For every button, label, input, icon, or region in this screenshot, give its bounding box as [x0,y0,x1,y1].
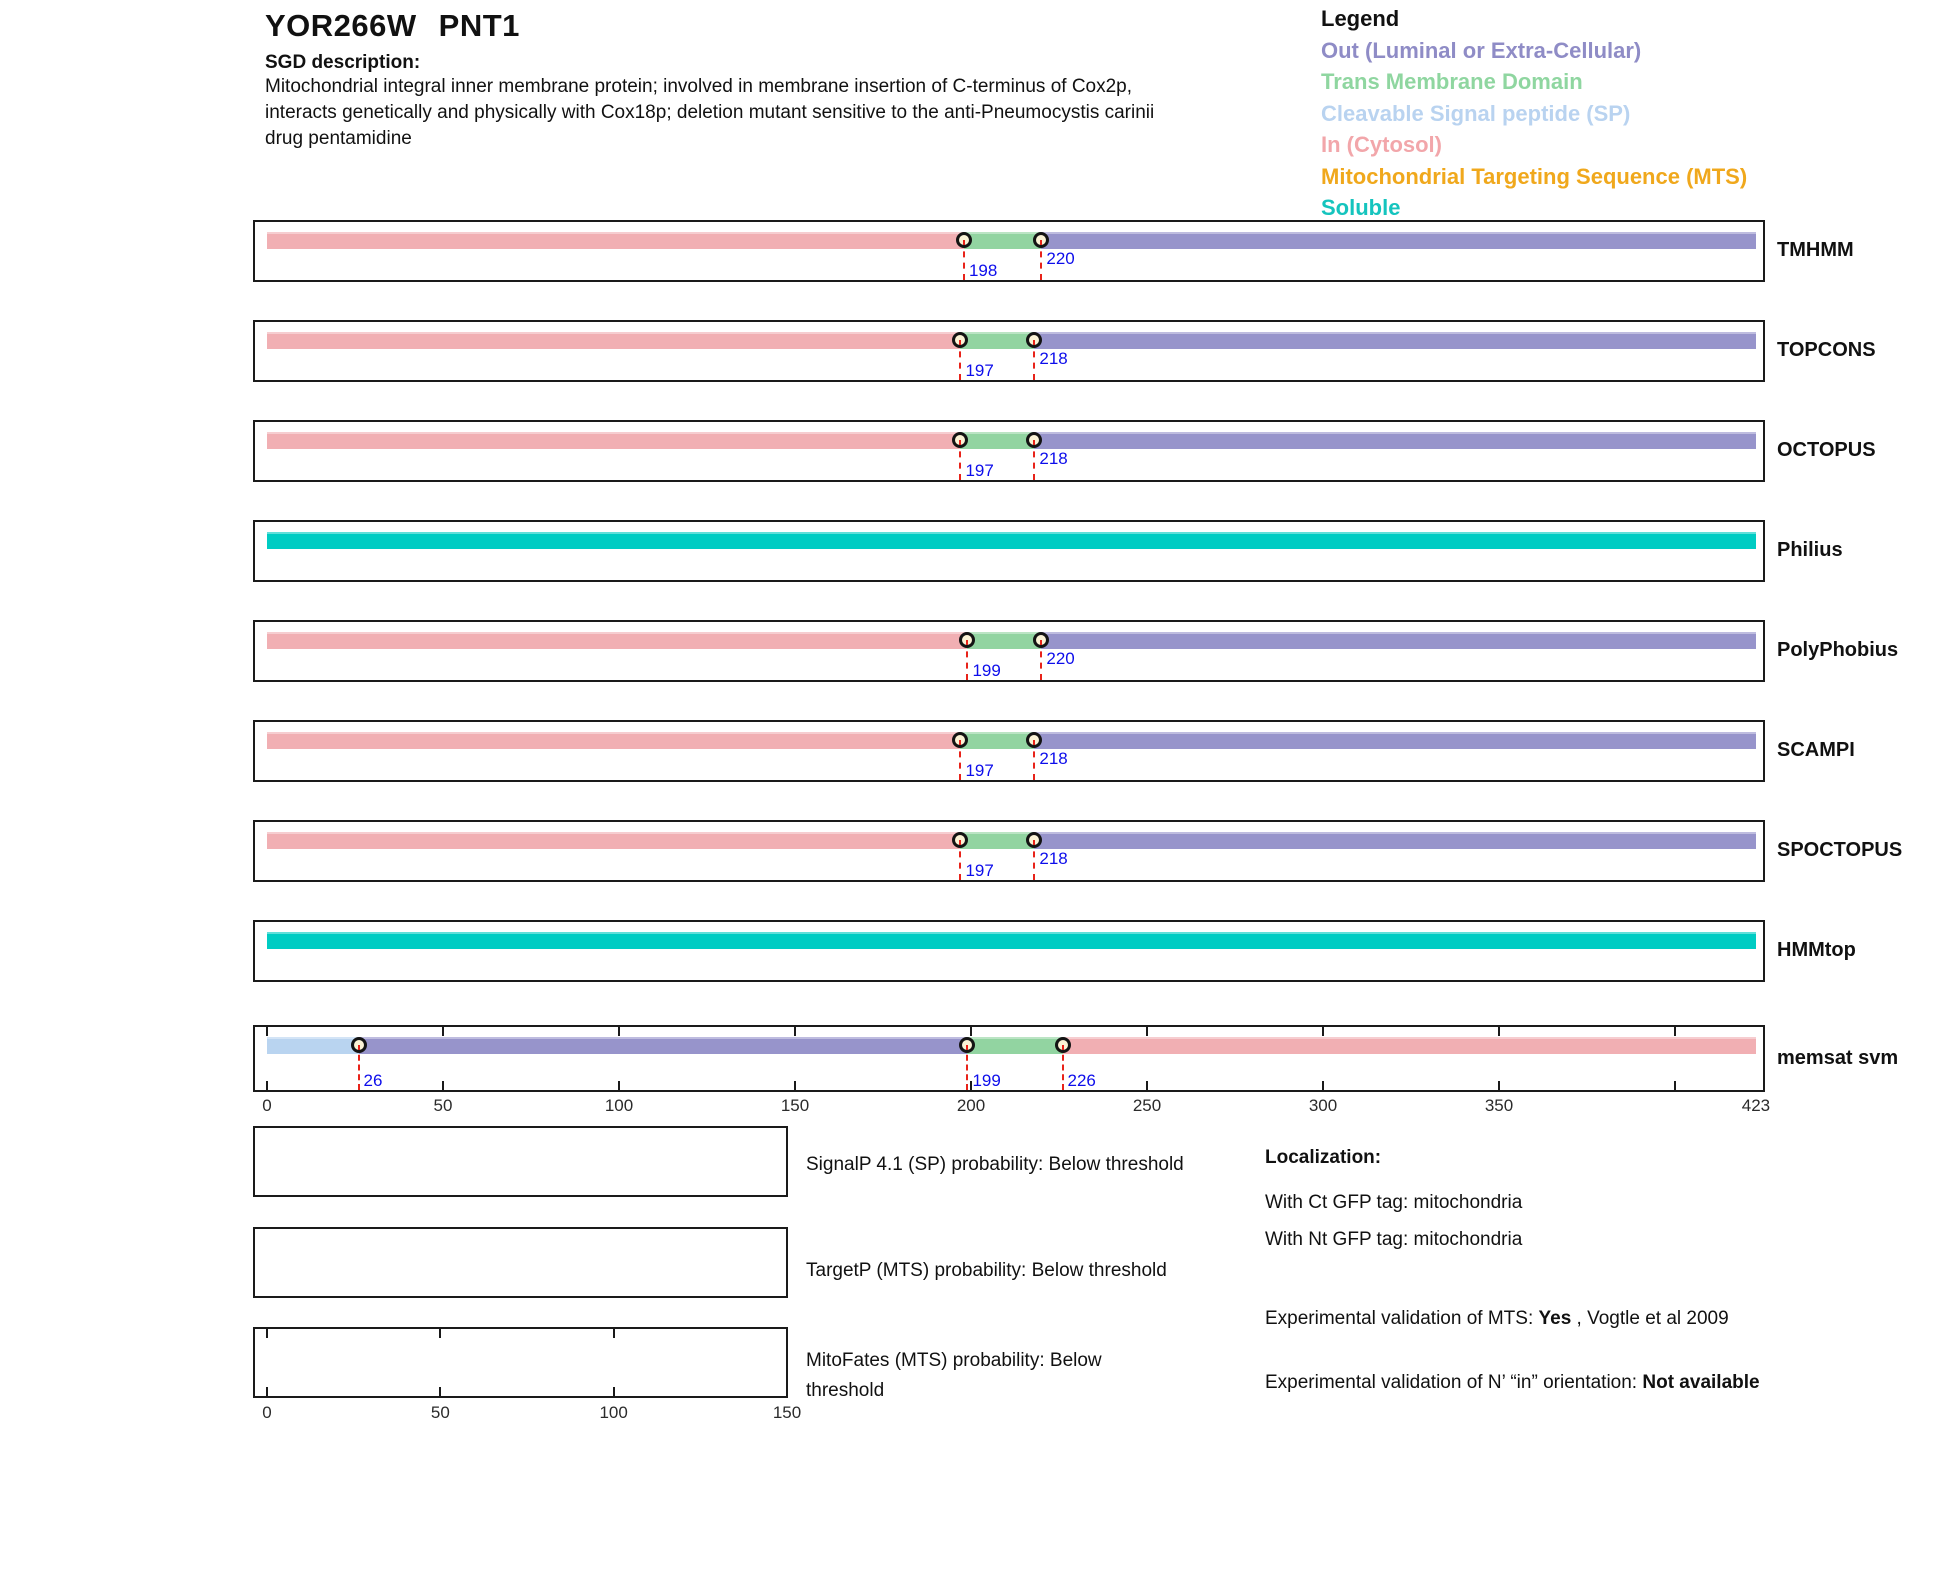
axis-tick-label-300: 300 [1308,1096,1338,1115]
plot-axis-label-150: 150 [772,1403,802,1422]
mts-validation-prefix: Experimental validation of MTS: [1265,1308,1539,1329]
track-label-octopus: OCTOPUS [1777,439,1876,461]
plot-axis-label-0: 0 [262,1403,272,1422]
track-row-hmmtop [253,920,1765,982]
mts-validation-reference: , Vogtle et al 2009 [1571,1308,1729,1329]
segment-out [1034,332,1756,349]
marker-position-label-26: 26 [363,1071,383,1090]
marker-position-label-220: 220 [1046,649,1075,668]
localization-line-2: With Nt GFP tag: mitochondria [1265,1229,1523,1250]
track-row-polyphobius [253,620,1765,682]
marker-center-dash-218 [1033,440,1035,445]
orientation-validation-result: Not available [1642,1372,1760,1393]
marker-position-label-199: 199 [972,1071,1001,1090]
mts-validation-result: Yes [1538,1308,1572,1329]
ruler-tick-top-100 [618,1027,620,1036]
ruler-tick-bottom-100 [618,1081,620,1090]
localization-title: Localization: [1265,1147,1382,1168]
segment-in [267,332,960,349]
track-label-spoctopus: SPOCTOPUS [1777,839,1903,861]
probability-plot-2 [253,1227,788,1298]
description-line-2: interacts genetically and physically with Cox18p; deletion mutant sensitive to the anti-Pneumocystis carinii [265,102,1155,123]
legend-item-soluble: Soluble [1321,195,1401,220]
localization-lines [1265,1184,1522,1258]
segment-tm [960,332,1034,349]
segment-tm [960,732,1034,749]
legend-item-mitochondrial-targeting-sequence-mts-: Mitochondrial Targeting Sequence (MTS) [1321,163,1748,189]
marker-position-label-218: 218 [1039,449,1068,468]
marker-position-label-198: 198 [968,261,998,280]
plot-tick-top-50 [439,1329,441,1338]
track-row-spoctopus [253,820,1765,882]
segment-out [1041,632,1756,649]
legend-item-trans-membrane-domain: Trans Membrane Domain [1321,69,1583,94]
marker-position-label-226: 226 [1067,1071,1096,1090]
ruler-tick-top-400 [1674,1027,1676,1036]
marker-center-dash-199 [966,1045,968,1050]
marker-position-label-197: 197 [965,761,994,780]
axis-tick-label-200: 200 [956,1096,986,1115]
ruler-tick-bottom-150 [794,1081,796,1090]
track-label-philius: Philius [1777,539,1843,561]
segment-tm [960,432,1034,449]
ruler-tick-top-250 [1146,1027,1148,1036]
description-line-1: Mitochondrial integral inner membrane protein; involved in membrane insertion of C-terminus of Cox2p, [265,76,1133,97]
probability-plot-1 [253,1126,788,1197]
track-label-memsat-svm: memsat svm [1777,1046,1899,1069]
probability-plot-3 [253,1327,788,1398]
segment-tm [960,832,1034,849]
segment-in [267,232,964,249]
segment-in [267,632,967,649]
segment-in [267,732,960,749]
segment-in [1063,1037,1756,1054]
segment-soluble [267,532,1756,549]
segment-out [1034,832,1756,849]
track-label-polyphobius: PolyPhobius [1777,639,1899,661]
marker-center-dash-198 [963,240,965,245]
track-row-philius [253,520,1765,582]
marker-position-label-197: 197 [965,861,994,880]
localization-line-1: With Ct GFP tag: mitochondria [1265,1192,1523,1213]
description-line-3: drug pentamidine [265,128,412,149]
legend-item-cleavable-signal-peptide-sp-: Cleavable Signal peptide (SP) [1321,100,1631,126]
gene-name: PNT1 [438,8,520,43]
marker-center-dash-26 [358,1045,360,1050]
signalp-plot-label: SignalP 4.1 (SP) probability: Below threshold [806,1154,1184,1175]
marker-center-dash-226 [1062,1045,1064,1050]
marker-center-dash-218 [1033,340,1035,345]
segment-tm [967,1037,1062,1054]
axis-tick-label-250: 250 [1132,1096,1162,1115]
track-row-scampi [253,720,1765,782]
track-label-hmmtop: HMMtop [1777,939,1856,961]
mitofates-plot-label: MitoFates (MTS) probability: Below threshold [806,1350,1102,1401]
marker-position-label-199: 199 [972,661,1001,680]
marker-center-dash-197 [959,740,961,745]
ruler-tick-bottom-50 [442,1081,444,1090]
marker-center-dash-220 [1040,240,1042,245]
orientation-validation-prefix: Experimental validation of N’ “in” orientation: [1265,1372,1643,1393]
legend-item-in-cytosol-: In (Cytosol) [1321,132,1442,157]
ruler-tick-top-50 [442,1027,444,1036]
marker-position-label-218: 218 [1039,349,1068,368]
ruler-tick-bottom-350 [1498,1081,1500,1090]
legend [1321,3,1747,224]
plot-tick-bottom-100 [613,1387,615,1396]
mts-validation-line [1265,1308,1885,1330]
axis-tick-label-50: 50 [433,1096,453,1115]
marker-center-dash-218 [1033,840,1035,845]
ruler-tick-top-300 [1322,1027,1324,1036]
track-row-octopus [253,420,1765,482]
sgd-description-text [265,74,1154,152]
track-row-topcons [253,320,1765,382]
axis-tick-label-350: 350 [1484,1096,1514,1115]
marker-center-dash-197 [959,840,961,845]
segment-out [359,1037,968,1054]
track-row-memsat-svm [253,1025,1765,1092]
segment-in [267,832,960,849]
ruler-tick-bottom-400 [1674,1081,1676,1090]
marker-center-dash-220 [1040,640,1042,645]
ruler-tick-bottom-250 [1146,1081,1148,1090]
track-label-topcons: TOPCONS [1777,339,1876,361]
ruler-tick-top-150 [794,1027,796,1036]
plot-tick-bottom-0 [266,1387,268,1396]
track-row-tmhmm [253,220,1765,282]
segment-out [1041,232,1756,249]
marker-position-label-197: 197 [965,361,994,380]
plot-axis-label-50: 50 [430,1403,450,1422]
orf-name: YOR266W [265,8,417,43]
marker-center-dash-197 [959,340,961,345]
marker-position-label-197: 197 [965,461,994,480]
segment-out [1034,732,1756,749]
segment-tm [967,632,1041,649]
ruler-tick-bottom-0 [266,1081,268,1090]
segment-tm [964,232,1041,249]
orientation-validation-line [1265,1366,1765,1399]
marker-center-dash-199 [966,640,968,645]
marker-position-label-220: 220 [1046,249,1075,268]
axis-tick-label-423: 423 [1741,1096,1771,1115]
segment-soluble [267,932,1756,949]
track-label-scampi: SCAMPI [1777,739,1855,761]
axis-tick-label-0: 0 [262,1096,272,1115]
segment-out [1034,432,1756,449]
axis-tick-label-100: 100 [604,1096,634,1115]
plot-tick-top-0 [266,1329,268,1338]
plot-tick-bottom-50 [439,1387,441,1396]
plot-axis-label-100: 100 [599,1403,628,1422]
legend-items [1321,35,1747,224]
marker-position-label-218: 218 [1039,849,1068,868]
ruler-tick-bottom-300 [1322,1081,1324,1090]
track-label-tmhmm: TMHMM [1777,239,1854,261]
legend-title: Legend [1321,6,1400,31]
legend-item-out-luminal-or-extra-cellular-: Out (Luminal or Extra-Cellular) [1321,37,1642,63]
targetp-plot-label: TargetP (MTS) probability: Below threshold [806,1260,1167,1281]
ruler-tick-top-200 [970,1027,972,1036]
marker-position-label-218: 218 [1039,749,1068,768]
sgd-description-label: SGD description: [265,52,421,73]
segment-in [267,432,960,449]
marker-center-dash-197 [959,440,961,445]
page-title [265,8,520,44]
marker-center-dash-218 [1033,740,1035,745]
ruler-tick-top-0 [266,1027,268,1036]
plot-tick-top-100 [613,1329,615,1338]
segment-sp [267,1037,359,1054]
axis-tick-label-150: 150 [780,1096,810,1115]
ruler-tick-top-350 [1498,1027,1500,1036]
